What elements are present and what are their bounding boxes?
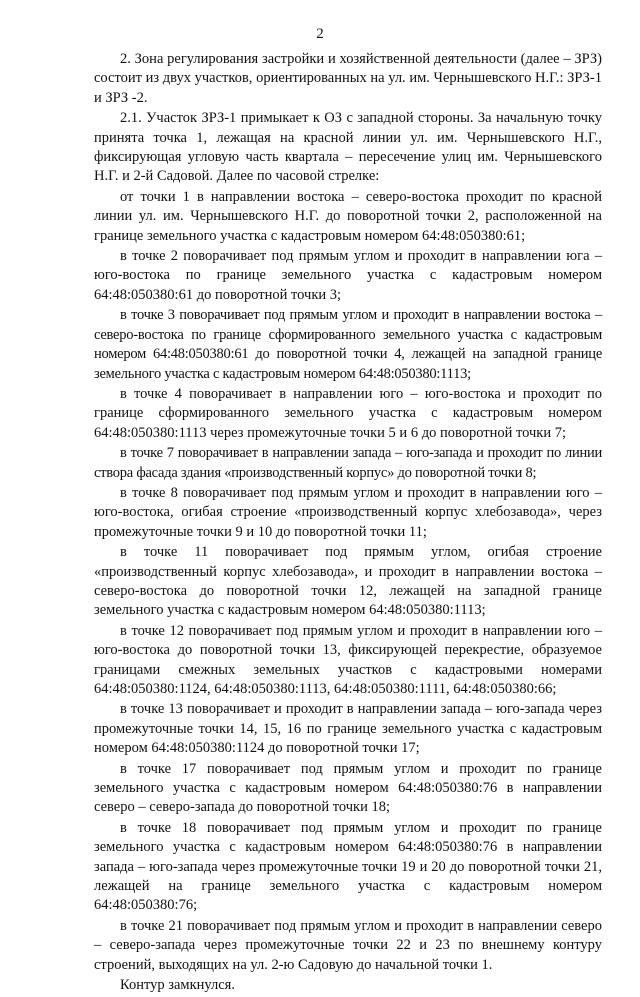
page-number: 2 [316,26,324,42]
document-body [94,50,602,997]
paragraph-point-8: в точке 8 поворачивает под прямым углом и проходит в направлении юго – юго-востока, огибая строение «производственный корпус хлебозавода», через промежуточные точки 9 и 10 до поворотной точки 11; [94,484,602,540]
paragraph-point-18: в точке 18 поворачивает под прямым углом и проходит по границе земельного участка с кадастровым номером 64:48:050380:76 в направлении запада – юго-запада через промежуточные точки 19 и 20 до поворотной точки 21, лежащей на границе земельного участка с кадастровым номером 64:48:050380:76; [94,819,602,914]
paragraph-point-21: в точке 21 поворачивает под прямым углом и проходит в направлении северо – северо-запада через промежуточные точки 22 и 23 по внешнему контуру строений, выходящих на ул. 2-ю Садовую до начальной точки 1. [94,917,602,973]
paragraph-point-17: в точке 17 поворачивает под прямым углом и проходит по границе земельного участка с кадастровым номером 64:48:050380:76 в направлении северо – северо-запада до поворотной точки 18; [94,760,602,816]
paragraph-point-3: в точке 3 поворачивает под прямым углом и проходит в направлении востока – северо-востока по границе сформированного земельного участка с кадастровым номером 64:48:050380:61 до поворотной точки 4, лежащей на западной границе земельного участка с кадастровым номером 64:48:050380:1113; [94,307,602,382]
paragraph-zrz-intro: 2. Зона регулирования застройки и хозяйственной деятельности (далее – ЗРЗ) состоит из двух участков, ориентированных на ул. им. Чернышевского Н.Г.: ЗРЗ-1 и ЗРЗ -2. [94,51,602,106]
paragraph-point-11: в точке 11 поворачивает под прямым углом, огибая строение «производственный корпус хлебозавода», и проходит в направлении востока – северо-востока до поворотной точки 12, лежащей на западной границе земельного участка с кадастровым номером 64:48:050380:1113; [94,544,602,619]
paragraph-point-12: в точке 12 поворачивает под прямым углом и проходит в направлении юго – юго-востока до поворотной точки 13, фиксирующей перекрестие, образуемое границами смежных земельных участков с кадастровыми номерами 64:48:050380:1124, 64:48:050380:1113, 64:48:050380:1111, 64:48:050380:66; [94,622,602,697]
paragraph-zrz1-start: 2.1. Участок ЗРЗ-1 примыкает к ОЗ с западной стороны. За начальную точку принята точка 1, лежащая на красной линии ул. им. Чернышевского Н.Г., фиксирующая угловую часть квартала – пересечение улиц им. Чернышевского Н.Г. и 2-й Садовой. Далее по часовой стрелке: [94,110,602,185]
paragraph-point-4: в точке 4 поворачивает в направлении юго – юго-востока и проходит по границе сформированного земельного участка с кадастровым номером 64:48:050380:1113 через промежуточные точки 5 и 6 до поворотной точки 7; [94,385,602,441]
paragraph-point-7: в точке 7 поворачивает в направлении запада – юго-запада и проходит по линии створа фасада здания «производственный корпус» до поворотной точки 8; [94,445,602,481]
paragraph-point-13: в точке 13 поворачивает и проходит в направлении запада – юго-запада через промежуточные точки 14, 15, 16 по границе земельного участка с кадастровым номером 64:48:050380:1124 до поворотной точки 17; [94,701,602,757]
paragraph-point-2: в точке 2 поворачивает под прямым углом и проходит в направлении юга – юго-востока по границе земельного участка с кадастровым номером 64:48:050380:61 до поворотной точки 3; [94,248,602,303]
paragraph-point-1: от точки 1 в направлении востока – северо-востока проходит по красной линии ул. им. Чернышевского Н.Г. до поворотной точки 2, расположенной на границе земельного участка с кадастровым номером 64:48:050380:61; [94,188,602,244]
paragraph-contour-closed: Контур замкнулся. [120,977,235,994]
